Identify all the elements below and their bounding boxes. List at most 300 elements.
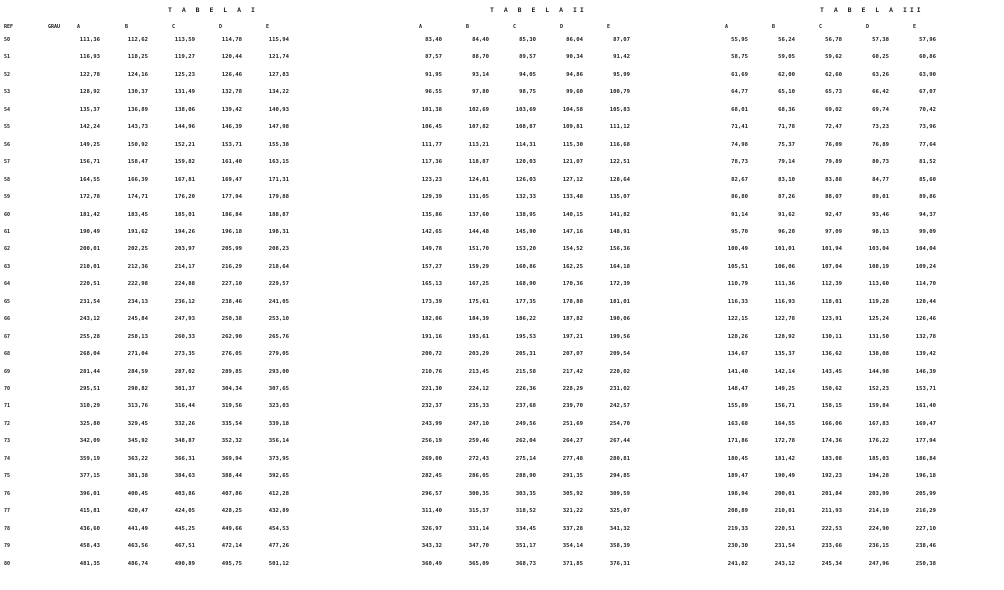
table-cell: 133,48 [562,194,583,201]
table-cell: 181,42 [79,211,100,218]
table-cell: 131,50 [868,333,889,340]
table-cell: 136,62 [821,351,842,358]
table-cell: 247,10 [468,420,489,427]
table-cell: 171,86 [727,438,748,445]
table-cell: 241,82 [727,560,748,567]
table-cell: 140,15 [562,211,583,218]
table-cell: 79,14 [778,159,795,166]
column-header: A [725,24,729,30]
table-cell: 68,01 [731,106,748,113]
column-header: A [77,24,81,30]
table-cell: 198,31 [268,228,289,235]
table-cell: 331,14 [468,525,489,532]
table-cell: 229,57 [268,281,289,288]
table-cell: 159,29 [468,263,489,270]
table-cell: 441,49 [127,525,148,532]
table-cell: 196,18 [221,228,242,235]
table-cell: 87,57 [425,54,442,61]
table-cell: 129,39 [421,194,442,201]
table-cell: 122,78 [774,316,795,323]
table-cell: 403,86 [174,490,195,497]
table-cell: 57,96 [919,37,936,43]
table-cell: 428,25 [221,508,242,515]
table-cell: 114,70 [915,281,936,288]
table-cell: 131,05 [468,194,489,201]
table-cell: 436,60 [79,525,100,532]
table-cell: 149,25 [79,141,100,148]
table-cell: 142,24 [79,124,100,131]
table-cell: 203,97 [174,246,195,253]
table-cell: 217,42 [562,368,583,375]
table-cell: 176,22 [868,438,889,445]
table-cell: 347,70 [468,543,489,550]
table-cell: 97,09 [825,228,842,235]
table-cell: 115,94 [268,37,289,43]
row-header-ref: REF [4,24,14,30]
table-title: T A B E L A II [490,6,587,14]
table-cell: 495,75 [221,560,242,567]
table-cell: 63,90 [919,71,936,78]
row-label: 67 [4,333,11,340]
table-cell: 74,98 [731,141,748,148]
table-cell: 126,46 [915,316,936,323]
table-cell: 222,98 [127,281,148,288]
table-cell: 348,87 [174,438,195,445]
table-cell: 165,13 [421,281,442,288]
table-cell: 227,10 [221,281,242,288]
table-cell: 105,83 [609,106,630,113]
table-cell: 56,24 [778,37,795,43]
table-cell: 335,54 [221,420,242,427]
table-cell: 95,70 [731,228,748,235]
table-cell: 88,70 [472,54,489,61]
column-header: C [819,24,823,30]
table-cell: 153,71 [221,141,242,148]
table-cell: 177,94 [915,438,936,445]
table-cell: 63,26 [872,71,889,78]
column-header: D [219,24,223,30]
table-cell: 88,07 [825,194,842,201]
table-cell: 170,36 [562,281,583,288]
table-cell: 305,92 [562,490,583,497]
table-cell: 200,01 [774,490,795,497]
table-cell: 207,07 [562,351,583,358]
table-cell: 168,90 [515,281,536,288]
table-cell: 91,62 [778,211,795,218]
table-cell: 71,41 [731,124,748,131]
table-cell: 130,11 [821,333,842,340]
table-cell: 188,87 [268,211,289,218]
table-cell: 123,91 [821,316,842,323]
table-cell: 84,77 [872,176,889,183]
table-cell: 94,37 [919,211,936,218]
table-cell: 147,16 [562,228,583,235]
table-cell: 329,45 [127,420,148,427]
table-cell: 128,26 [727,333,748,340]
table-cell: 194,26 [174,228,195,235]
table-cell: 164,55 [79,176,100,183]
column-header: D [866,24,870,30]
row-label: 57 [4,159,11,166]
row-label: 58 [4,176,11,183]
table-cell: 162,25 [562,263,583,270]
table-cell: 114,78 [221,37,242,43]
row-label: 79 [4,543,11,550]
table-cell: 185,01 [174,211,195,218]
table-cell: 396,01 [79,490,100,497]
table-cell: 351,17 [515,543,536,550]
table-cell: 245,84 [127,316,148,323]
row-header-grau: GRAU [48,24,61,30]
table-cell: 108,19 [868,263,889,270]
table-cell: 149,78 [421,246,442,253]
table-cell: 216,29 [915,508,936,515]
table-cell: 281,44 [79,368,100,375]
table-cell: 501,12 [268,560,289,567]
row-label: 64 [4,281,11,288]
table-cell: 114,31 [515,141,536,148]
table-cell: 72,47 [825,124,842,131]
table-cell: 232,37 [421,403,442,410]
table-cell: 174,36 [821,438,842,445]
table-cell: 144,96 [174,124,195,131]
table-cell: 83,88 [825,176,842,183]
table-cell: 172,39 [609,281,630,288]
column-header: D [560,24,564,30]
table-cell: 116,68 [609,141,630,148]
table-cell: 86,04 [566,37,583,43]
table-cell: 196,18 [915,473,936,480]
row-label: 71 [4,403,11,410]
row-label: 74 [4,455,11,462]
table-cell: 243,99 [421,420,442,427]
table-cell: 116,93 [774,298,795,305]
table-cell: 112,39 [821,281,842,288]
table-cell: 152,21 [174,141,195,148]
table-cell: 381,38 [127,473,148,480]
table-cell: 101,38 [421,106,442,113]
table-cell: 125,23 [174,71,195,78]
row-label: 56 [4,141,11,148]
table-cell: 304,34 [221,386,242,392]
table-cell: 118,25 [127,54,148,61]
table-cell: 142,14 [774,368,795,375]
table-cell: 161,40 [915,403,936,410]
table-cell: 343,32 [421,543,442,550]
column-header: B [125,24,129,30]
table-cell: 467,51 [174,543,195,550]
table-cell: 342,09 [79,438,100,445]
row-label: 75 [4,473,11,480]
table-cell: 332,26 [174,420,195,427]
table-cell: 98,13 [872,228,889,235]
column-header: C [513,24,517,30]
table-cell: 241,05 [268,298,289,305]
table-cell: 122,51 [609,159,630,166]
table-cell: 167,83 [868,420,889,427]
table-cell: 144,48 [468,228,489,235]
table-cell: 282,45 [421,473,442,480]
table-cell: 258,13 [127,333,148,340]
table-cell: 73,23 [872,124,889,131]
table-cell: 255,28 [79,333,100,340]
table-cell: 368,73 [515,560,536,567]
table-cell: 190,06 [609,316,630,323]
table-cell: 210,76 [421,368,442,375]
table-cell: 82,67 [731,176,748,183]
table-cell: 275,14 [515,455,536,462]
table-cell: 289,85 [221,368,242,375]
table-cell: 70,42 [919,106,936,113]
table-cell: 277,48 [562,455,583,462]
table-cell: 69,02 [825,106,842,113]
table-cell: 123,23 [421,176,442,183]
table-cell: 146,39 [915,368,936,375]
table-cell: 273,35 [174,351,195,358]
column-header: B [772,24,776,30]
table-cell: 205,31 [515,351,536,358]
table-cell: 200,01 [79,246,100,253]
table-cell: 354,14 [562,543,583,550]
table-cell: 267,44 [609,438,630,445]
table-cell: 253,10 [268,316,289,323]
row-label: 73 [4,438,11,445]
table-cell: 222,53 [821,525,842,532]
row-label: 61 [4,228,11,235]
table-cell: 371,85 [562,560,583,567]
row-label: 52 [4,71,11,78]
table-cell: 220,51 [774,525,795,532]
table-cell: 321,22 [562,508,583,515]
table-cell: 186,22 [515,316,536,323]
table-cell: 269,00 [421,455,442,462]
table-cell: 184,39 [468,316,489,323]
table-cell: 233,66 [821,543,842,550]
table-cell: 377,15 [79,473,100,480]
table-cell: 105,51 [727,263,748,270]
table-cell: 192,23 [821,473,842,480]
table-cell: 108,87 [515,124,536,131]
table-cell: 132,78 [221,89,242,96]
column-header: B [466,24,470,30]
table-cell: 155,38 [268,141,289,148]
table-cell: 137,60 [468,211,489,218]
table-cell: 64,77 [731,89,748,96]
table-cell: 115,30 [562,141,583,148]
table-cell: 138,95 [515,211,536,218]
table-cell: 101,01 [774,246,795,253]
table-cell: 295,51 [79,386,100,392]
table-cell: 152,23 [868,386,889,392]
row-label: 51 [4,54,11,61]
table-cell: 363,22 [127,455,148,462]
table-cell: 73,96 [919,124,936,131]
table-cell: 161,40 [221,159,242,166]
table-cell: 356,14 [268,438,289,445]
table-cell: 84,40 [472,37,489,43]
table-cell: 181,42 [774,455,795,462]
table-cell: 122,15 [727,316,748,323]
table-cell: 236,12 [174,298,195,305]
table-cell: 179,88 [268,194,289,201]
table-cell: 373,95 [268,455,289,462]
table-cell: 224,90 [868,525,889,532]
row-label: 53 [4,89,11,96]
table-cell: 247,93 [174,316,195,323]
table-cell: 163,68 [727,420,748,427]
table-cell: 310,29 [79,403,100,410]
table-cell: 195,53 [515,333,536,340]
table-cell: 326,97 [421,525,442,532]
table-cell: 187,82 [562,316,583,323]
table-cell: 237,68 [515,403,536,410]
table-cell: 143,45 [821,368,842,375]
row-label: 78 [4,525,11,532]
table-cell: 156,36 [609,246,630,253]
table-cell: 412,28 [268,490,289,497]
table-cell: 298,82 [127,386,148,392]
table-cell: 181,01 [609,298,630,305]
table-cell: 138,08 [868,351,889,358]
table-cell: 76,89 [872,141,889,148]
table-cell: 183,08 [821,455,842,462]
table-cell: 91,14 [731,211,748,218]
table-cell: 80,73 [872,159,889,166]
table-cell: 202,25 [127,246,148,253]
table-cell: 67,07 [919,89,936,96]
table-cell: 172,78 [774,438,795,445]
table-cell: 145,90 [515,228,536,235]
table-cell: 83,10 [778,176,795,183]
table-cell: 134,22 [268,89,289,96]
table-cell: 127,83 [268,71,289,78]
table-cell: 268,04 [79,351,100,358]
table-cell: 311,40 [421,508,442,515]
table-cell: 78,73 [731,159,748,166]
table-cell: 89,01 [872,194,889,201]
table-title: T A B E L A I [168,6,258,14]
table-cell: 166,39 [127,176,148,183]
table-cell: 110,79 [727,281,748,288]
table-cell: 169,47 [915,420,936,427]
table-cell: 111,36 [774,281,795,288]
table-cell: 176,20 [174,194,195,201]
column-header: C [172,24,176,30]
table-cell: 309,59 [609,490,630,497]
table-cell: 104,58 [562,106,583,113]
table-cell: 121,07 [562,159,583,166]
table-cell: 109,24 [915,263,936,270]
table-cell: 57,38 [872,37,889,43]
table-cell: 316,44 [174,403,195,410]
table-cell: 376,31 [609,560,630,567]
table-cell: 89,86 [919,194,936,201]
table-cell: 325,80 [79,420,100,427]
table-cell: 284,59 [127,368,148,375]
table-cell: 178,88 [562,298,583,305]
table-cell: 107,82 [468,124,489,131]
table-cell: 358,39 [609,543,630,550]
table-cell: 449,66 [221,525,242,532]
table-cell: 135,07 [609,194,630,201]
table-cell: 122,78 [79,71,100,78]
table-cell: 143,73 [127,124,148,131]
table-cell: 214,19 [868,508,889,515]
table-cell: 116,93 [79,54,100,61]
row-label: 54 [4,106,11,113]
table-cell: 121,74 [268,54,289,61]
table-cell: 126,46 [221,71,242,78]
table-cell: 107,04 [821,263,842,270]
table-cell: 132,33 [515,194,536,201]
table-cell: 93,46 [872,211,889,218]
table-cell: 236,15 [868,543,889,550]
table-cell: 79,89 [825,159,842,166]
table-cell: 214,17 [174,263,195,270]
table-cell: 139,42 [915,351,936,358]
table-cell: 212,36 [127,263,148,270]
table-cell: 384,63 [174,473,195,480]
table-cell: 227,10 [915,525,936,532]
table-cell: 128,92 [774,333,795,340]
table-cell: 157,27 [421,263,442,270]
table-cell: 55,95 [731,37,748,43]
table-cell: 97,80 [472,89,489,96]
table-cell: 85,60 [919,176,936,183]
table-cell: 87,07 [613,37,630,43]
table-cell: 136,89 [127,106,148,113]
table-cell: 92,47 [825,211,842,218]
table-cell: 231,54 [774,543,795,550]
table-cell: 175,61 [468,298,489,305]
table-cell: 127,12 [562,176,583,183]
table-cell: 208,23 [268,246,289,253]
table-cell: 160,86 [515,263,536,270]
table-cell: 174,71 [127,194,148,201]
table-cell: 318,52 [515,508,536,515]
table-cell: 109,81 [562,124,583,131]
table-cell: 95,99 [613,71,630,78]
table-cell: 200,72 [421,351,442,358]
table-cell: 156,71 [774,403,795,410]
table-cell: 68,36 [778,106,795,113]
table-cell: 96,20 [778,228,795,235]
table-cell: 124,81 [468,176,489,183]
table-cell: 190,49 [79,228,100,235]
table-title: T A B E L A III [820,6,924,14]
table-cell: 177,35 [515,298,536,305]
table-cell: 173,39 [421,298,442,305]
table-cell: 272,43 [468,455,489,462]
table-cell: 191,16 [421,333,442,340]
table-cell: 262,90 [221,333,242,340]
table-cell: 224,88 [174,281,195,288]
table-cell: 116,33 [727,298,748,305]
table-cell: 182,06 [421,316,442,323]
table-cell: 60,25 [872,54,889,61]
table-cell: 231,02 [609,386,630,392]
table-cell: 124,16 [127,71,148,78]
table-cell: 234,13 [127,298,148,305]
column-header: E [913,24,917,30]
table-cell: 203,29 [468,351,489,358]
table-cell: 239,70 [562,403,583,410]
table-cell: 247,96 [868,560,889,567]
table-cell: 238,46 [221,298,242,305]
table-cell: 149,25 [774,386,795,392]
table-cell: 230,30 [727,543,748,550]
table-cell: 163,15 [268,159,289,166]
